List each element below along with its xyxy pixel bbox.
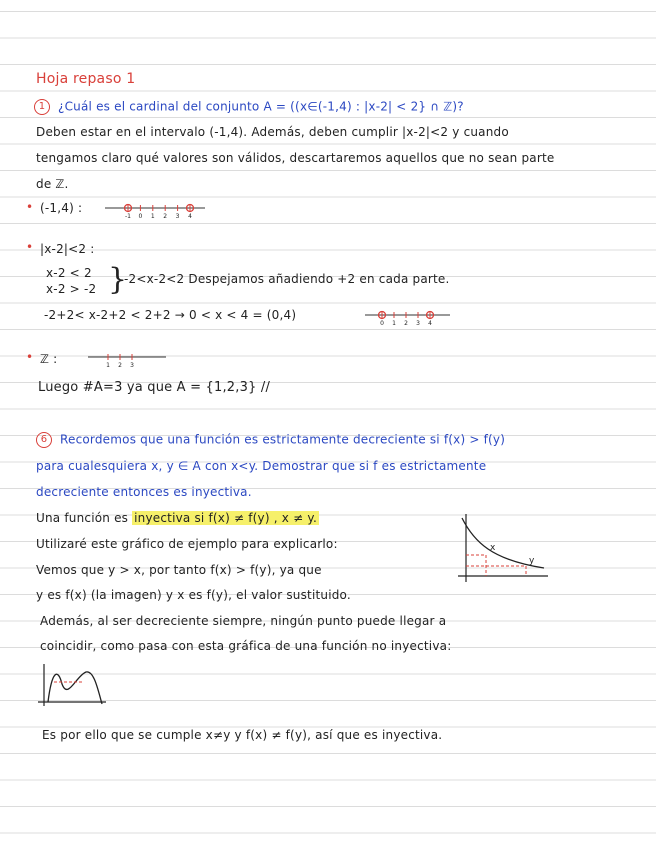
question-1-text: ¿Cuál es el cardinal del conjunto A = ((x∈(-1,4) : |x-2| < 2} ∩ ℤ)?	[58, 99, 464, 114]
integers-tick-label: 1	[106, 362, 110, 369]
solution-tick-label: 2	[404, 320, 408, 327]
q1-line-1: Deben estar en el intervalo (-1,4). Además, deben cumplir |x-2|<2 y cuando	[36, 125, 509, 139]
integers-tick-label: 2	[118, 362, 122, 369]
graph-label-y: y	[529, 556, 535, 566]
q6-line-8: Además, al ser decreciente siempre, ningún punto puede llegar a	[40, 614, 447, 628]
q6-line-7: y es f(x) (la imagen) y x es f(y), el valor sustituido.	[36, 588, 351, 602]
interval-tick-label: 2	[163, 213, 168, 220]
conclusion: Luego #A=3 ya que A = {1,2,3} //	[38, 380, 271, 395]
non-injective-function-graph	[36, 662, 108, 710]
q6-line-6: Vemos que y > x, por tanto f(x) > f(y), ya que	[36, 563, 322, 577]
solution-number-line	[360, 305, 460, 329]
interval-tick-label: 4	[188, 213, 192, 220]
interval-label: (-1,4) :	[40, 201, 83, 215]
interval-tick-label: -1	[125, 213, 131, 220]
definition-line	[36, 511, 319, 525]
abs-label: |x-2|<2 :	[40, 242, 95, 256]
solution-tick-label: 4	[428, 320, 432, 327]
q6-line-5: Utilizaré este gráfico de ejemplo para explicarlo:	[36, 537, 338, 551]
bullet-point: •	[26, 350, 34, 364]
z-label: ℤ :	[40, 352, 58, 366]
decreasing-function-graph	[452, 512, 552, 588]
solution-tick-label: 0	[380, 320, 384, 327]
q6-line-1: Recordemos que una función es estrictamente decreciente si f(x) > f(y)	[60, 432, 506, 447]
definition-prefix: Una función es	[36, 511, 129, 525]
interval-tick-label: 1	[150, 213, 155, 220]
q1-line-2: tengamos claro qué valores son válidos, descartaremos aquellos que no sean parte	[36, 151, 555, 165]
question-number-badge: 1	[34, 99, 50, 115]
interval-tick-label: 3	[175, 213, 180, 220]
interval-number-line	[100, 198, 210, 222]
question-6	[36, 432, 505, 448]
solve-line: -2+2< x-2+2 < 2+2 → 0 < x < 4 = (0,4)	[44, 308, 297, 322]
bullet-point: •	[26, 240, 34, 254]
system-line-1: x-2 < 2	[46, 266, 92, 280]
q6-line-2: para cualesquiera x, y ∈ A con x<y. Demostrar que si f es estrictamente	[36, 459, 487, 473]
q6-line-9: coincidir, como pasa con esta gráfica de una función no inyectiva:	[40, 639, 452, 653]
page-title: Hoja repaso 1	[36, 71, 136, 87]
bullet-point: •	[26, 200, 34, 214]
integers-number-line	[84, 348, 174, 372]
integers-tick-label: 3	[130, 362, 134, 369]
interval-tick-label: 0	[138, 213, 143, 220]
system-line-2: x-2 > -2	[46, 282, 97, 296]
question-1	[34, 99, 464, 115]
graph-label-x: x	[490, 543, 496, 553]
system-result: -2<x-2<2 Despejamos añadiendo +2 en cada parte.	[124, 272, 450, 286]
solution-tick-label: 1	[392, 320, 396, 327]
definition-highlight: inyectiva si f(x) ≠ f(y) , x ≠ y.	[134, 511, 317, 525]
q1-line-3: de ℤ.	[36, 177, 69, 191]
final-statement: Es por ello que se cumple x≠y y f(x) ≠ f(y), así que es inyectiva.	[42, 728, 443, 742]
system-brace: }	[108, 262, 128, 297]
q6-line-3: decreciente entonces es inyectiva.	[36, 485, 252, 499]
question-number-badge: 6	[36, 432, 52, 448]
solution-tick-label: 3	[416, 320, 420, 327]
